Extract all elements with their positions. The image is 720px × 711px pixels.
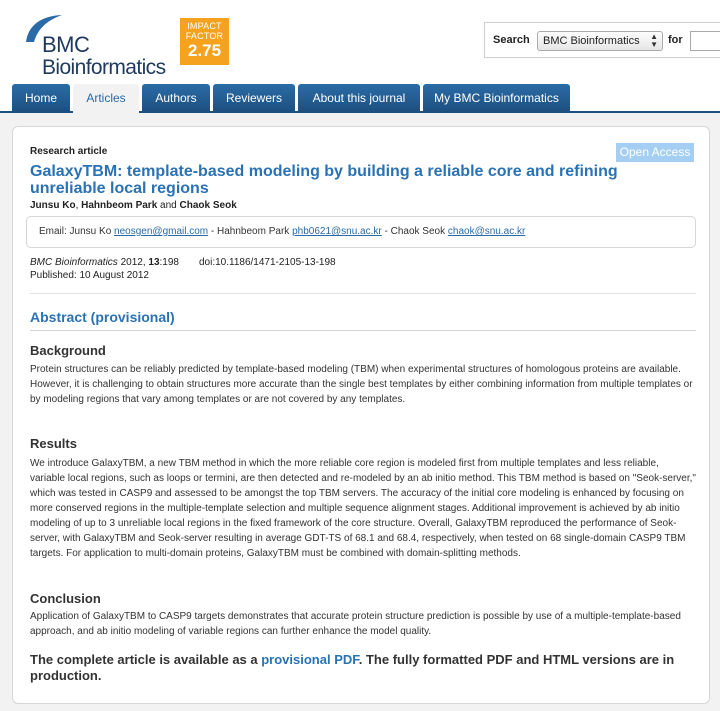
impact-value: 2.75 [187,41,222,60]
results-text: We introduce GalaxyTBM, a new TBM method in which the more reliable core region is modeled first from multiple templates and less reliable, variable local regions, such as loops or termini, are then detected and re-modeled by an ab initio method. This TBM method is based on "Seok-server," which was tested in CASP9 and assessed to be amongst the top TBM servers. The accuracy of the initial core modeling is enhanced by focusing on more conserved regions in the multiple-template selection and multiple sequence alignment stages. Additional improvement is achieved by ab initio modeling of up to 3 unreliable local regions in the fixed framework of the core structure. Overall, GalaxyTBM reproduced the performance of Seok-server, with GalaxyTBM and Seok-server resulting in average GDT-TS of 68.1 and 68.4, respectively, when tested on 68 single-domain CASP9 TBM targets. For application to multi-domain proteins, GalaxyTBM must be combined with domain-splitting methods. [30,458,696,559]
author-link[interactable]: Chaok Seok [179,200,237,211]
tab-authors[interactable]: Authors [142,84,210,112]
search-scope-value: BMC Bioinformatics [543,35,640,47]
background-text: Protein structures can be reliably predicted by template-based modeling (TBM) when experimental structures of homologous proteins are available. However, it is challenging to obtain structures more accurate than the single best templates by either combining information from multiple templates or by modeling regions that vary among templates or are not covered by any templates. [30,364,693,405]
tab-about-journal[interactable]: About this journal [298,84,420,112]
author-link[interactable]: Hahnbeom Park [81,200,158,211]
journal-logo[interactable] [22,12,182,78]
site-header [0,0,720,84]
logo-line-2: Bioinformatics [42,56,166,79]
citation-pages: :198 [159,257,179,268]
article-card [12,126,710,704]
search-for-label: for [668,34,683,46]
email-box [26,216,696,248]
conclusion-heading: Conclusion [30,591,101,606]
impact-label-2: FACTOR [185,31,224,41]
citation-year: 2012, [117,257,149,268]
search-label: Search [493,34,530,46]
email-prefix: Email: Junsu Ko [39,226,115,237]
impact-label-1: IMPACT [187,21,222,31]
search-scope-select[interactable] [537,31,663,51]
search-input[interactable] [690,31,720,51]
author-list [30,200,237,211]
citation-journal: BMC Bioinformatics [30,257,118,268]
article-title: GalaxyTBM: template-based modeling by building a reliable core and refining unreliable local regions [30,163,618,197]
provisional-pdf-link[interactable]: provisional PDF [261,652,359,667]
email-link[interactable]: neosgen@gmail.com [114,226,209,237]
divider [30,293,696,294]
main-nav [0,84,720,112]
search-box [484,22,720,58]
background-heading: Background [30,343,106,358]
abstract-heading: Abstract (provisional) [30,309,175,325]
author-separator: , [75,200,82,211]
open-access-badge[interactable]: Open Access [616,143,694,162]
select-arrows-icon: ▲ ▼ [650,32,658,49]
availability-text: . The fully formatted PDF and HTML versions are in production. [30,652,675,683]
email-separator: - Chaok Seok [381,226,448,237]
citation-doi: doi:10.1186/1471-2105-13-198 [199,257,336,268]
citation-volume: 13 [148,257,160,268]
email-link[interactable]: chaok@snu.ac.kr [447,226,526,237]
results-heading: Results [30,436,77,451]
tab-my-bmc[interactable]: My BMC Bioinformatics [423,84,570,112]
logo-line-1: BMC [42,32,90,57]
author-link[interactable]: Junsu Ko [30,200,76,211]
published-date: Published: 10 August 2012 [30,270,149,281]
conclusion-text: Application of GalaxyTBM to CASP9 targets demonstrates that accurate protein structure prediction is possible by use of a multiple-template-based approach, and ab initio modeling of variable regions can further enhance the model quality. [30,611,681,637]
availability-note [30,652,690,684]
article-type: Research article [30,146,108,157]
author-separator: and [157,200,180,211]
availability-text: The complete article is available as a [30,652,262,667]
email-separator: - Hahnbeom Park [208,226,293,237]
tab-reviewers[interactable]: Reviewers [213,84,295,112]
email-link[interactable]: phb0621@snu.ac.kr [292,226,382,237]
divider [30,330,696,331]
citation-line [30,257,336,268]
impact-factor-badge[interactable] [180,18,229,65]
tab-home[interactable]: Home [12,84,70,112]
tab-articles[interactable]: Articles [73,84,139,113]
